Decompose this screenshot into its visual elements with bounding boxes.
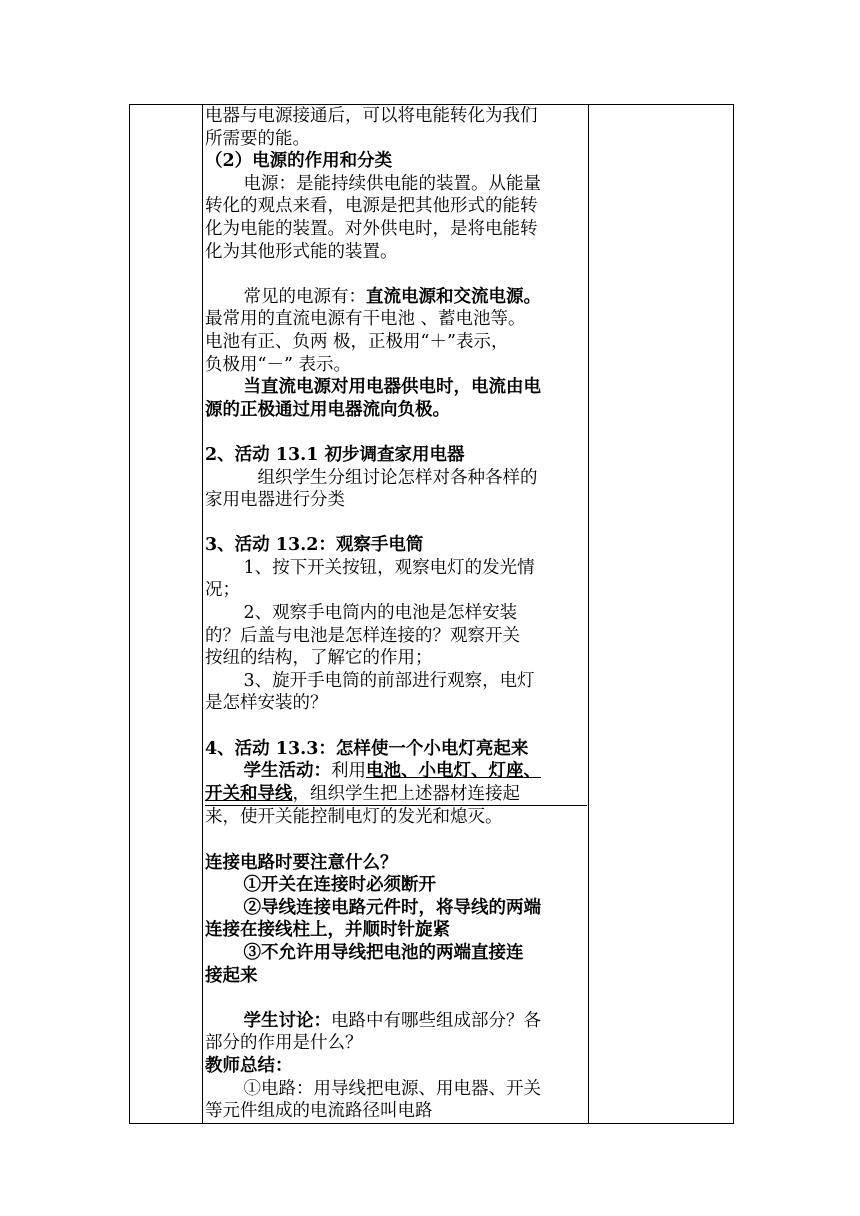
blank-line xyxy=(205,421,587,444)
text-line-bold: 源的正极通过用电器流向负极。 xyxy=(205,399,450,420)
blank-line xyxy=(205,263,587,286)
text-line: 部分的作用是什么？ xyxy=(205,1033,363,1054)
text-line xyxy=(205,760,587,783)
text-line: 2、观察手电筒内的电池是怎样安装 xyxy=(243,603,518,624)
blank-line xyxy=(205,715,587,738)
text-run-bold: 学生讨论： xyxy=(243,1010,331,1031)
text-line: 电池有正、负两 极，正极用“＋”表示， xyxy=(205,331,509,352)
text-line xyxy=(205,1010,587,1033)
blank-line xyxy=(205,987,587,1010)
text-line: 电器与电源接通后，可以将电能转化为我们 xyxy=(205,106,538,126)
text-run-bold-underlined: 电池、小电灯、灯座、 xyxy=(366,761,541,782)
text-line-bold: 接起来 xyxy=(205,965,258,986)
text-line: 组织学生分组讨论怎样对各种各样的 xyxy=(257,467,538,488)
section-heading-power-source: （2）电源的作用和分类 xyxy=(205,151,393,172)
text-line: 按纽的结构，了解它的作用； xyxy=(205,648,433,669)
section-heading-teacher-summary: 教师总结： xyxy=(205,1055,293,1076)
lesson-content xyxy=(203,105,588,1123)
text-line: 3、旋开手电筒的前部进行观察，电灯 xyxy=(243,670,535,691)
right-column-cell xyxy=(589,105,734,1124)
lesson-table xyxy=(129,104,734,1124)
content-column-cell xyxy=(203,105,589,1124)
text-line: 是怎样安装的？ xyxy=(205,693,328,714)
section-heading-activity-13-3: 4、活动 13.3：怎样使一个小电灯亮起来 xyxy=(205,738,529,759)
text-run-bold-underlined: 开关和导线 xyxy=(205,783,293,804)
text-line: 来，使开关能控制电灯的发光和熄灭。 xyxy=(205,807,503,828)
section-heading-notes: 连接电路时要注意什么？ xyxy=(205,852,398,873)
text-run-bold: 直流电源和交流电源。 xyxy=(366,286,541,307)
text-line: ①电路：用导线把电源、用电器、开关 xyxy=(243,1078,541,1099)
section-heading-activity-13-1: 2、活动 13.1 初步调查家用电器 xyxy=(205,444,465,465)
text-line: 所需要的能。 xyxy=(205,128,310,149)
text-line: 况； xyxy=(205,580,240,601)
text-run: 常见的电源有： xyxy=(243,286,366,307)
text-line-bold: 连接在接线柱上，并顺时针旋紧 xyxy=(205,920,450,941)
section-heading-activity-13-2: 3、活动 13.2：观察手电筒 xyxy=(205,535,424,556)
text-line-bold: ③不允许用导线把电池的两端直接连 xyxy=(243,942,524,963)
text-line: 化为其他形式能的装置。 xyxy=(205,241,398,262)
text-line: 转化的观点来看，电源是把其他形式的能转 xyxy=(205,196,538,217)
text-line: 化为电能的装置。对外供电时，是将电能转 xyxy=(205,218,538,239)
text-line: 最常用的直流电源有干电池 、蓄电池等。 xyxy=(205,309,526,330)
blank-line xyxy=(205,829,587,852)
text-line: 家用电器进行分类 xyxy=(205,490,345,511)
text-run: 电路中有哪些组成部分？各 xyxy=(331,1010,541,1031)
text-line-bold: ②导线连接电路元件时，将导线的两端 xyxy=(243,897,541,918)
text-line-bold: 当直流电源对用电器供电时，电流由电 xyxy=(243,377,541,398)
text-line xyxy=(205,286,587,309)
text-line: 等元件组成的电流路径叫电路 xyxy=(205,1101,433,1122)
text-run-bold: 学生活动： xyxy=(243,761,331,782)
text-line-bold: ①开关在连接时必须断开 xyxy=(243,875,436,896)
text-line: 的？后盖与电池是怎样连接的？观察开关 xyxy=(205,625,520,646)
text-run: ，组织学生把上述器材连接起 xyxy=(292,783,520,804)
blank-line xyxy=(205,512,587,535)
table-row xyxy=(130,105,734,1124)
text-line xyxy=(205,783,587,807)
text-run: 利用 xyxy=(331,761,366,782)
text-line: 电源：是能持续供电能的装置。从能量 xyxy=(243,173,541,194)
text-line: 负极用“－” 表示。 xyxy=(205,354,351,375)
text-line: 1、按下开关按钮，观察电灯的发光情 xyxy=(243,557,535,578)
left-column-cell xyxy=(130,105,203,1124)
